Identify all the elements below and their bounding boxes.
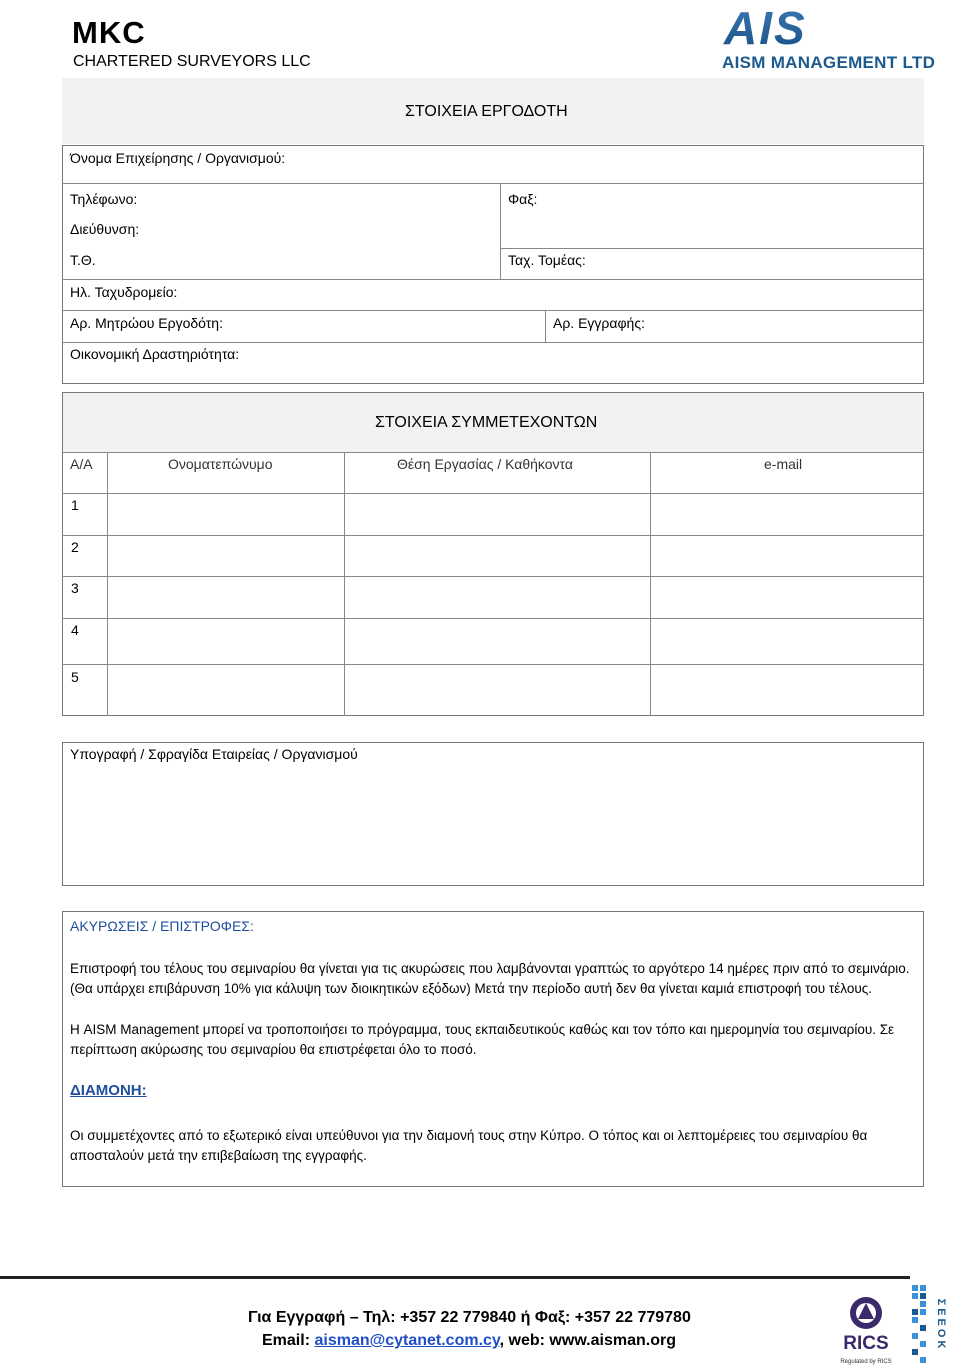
footer-divider [0, 1276, 910, 1279]
rics-regulated-text: Regulated by RICS [840, 1359, 892, 1365]
divider [62, 183, 924, 184]
teok-pixel-icon [912, 1293, 918, 1299]
fax-field[interactable]: Φαξ: [508, 191, 538, 207]
po-box-field[interactable]: Τ.Θ. [70, 252, 96, 268]
teok-pixel-icon [912, 1309, 918, 1315]
teok-pixel-icon [920, 1301, 926, 1307]
signature-label: Υπογραφή / Σφραγίδα Εταιρείας / Οργανισμού [70, 746, 358, 762]
divider [545, 310, 546, 342]
divider [107, 452, 108, 716]
divider [500, 248, 924, 249]
participants-section-title: ΣΤΟΙΧΕΙΑ ΣΥΜΜΕΤΕΧΟΝΤΩΝ [375, 414, 598, 431]
table-row-number: 4 [71, 622, 79, 638]
teok-pixel-icon [912, 1333, 918, 1339]
address-field[interactable]: Διεύθυνση: [70, 221, 140, 237]
divider [650, 452, 651, 716]
teok-pixel-icon [920, 1309, 926, 1315]
divider [62, 664, 924, 665]
divider [62, 618, 924, 619]
teok-pixel-icon [912, 1317, 918, 1323]
divider [62, 535, 924, 536]
table-row-number: 1 [71, 497, 79, 513]
divider [62, 452, 924, 453]
divider [62, 493, 924, 494]
rics-logo [836, 1293, 896, 1367]
signature-box[interactable] [62, 742, 924, 886]
postal-sector-field[interactable]: Ταχ. Τομέας: [508, 252, 586, 268]
registration-number-field[interactable]: Αρ. Εγγραφής: [553, 315, 645, 331]
teok-pixel-icon [920, 1325, 926, 1331]
ais-tagline: AISM MANAGEMENT LTD [722, 53, 936, 72]
teok-pixel-icon [920, 1293, 926, 1299]
company-subtitle: CHARTERED SURVEYORS LLC [73, 53, 311, 70]
teok-logo [910, 1283, 956, 1367]
teok-pixel-icon [920, 1285, 926, 1291]
divider [500, 183, 501, 279]
divider [62, 576, 924, 577]
divider [344, 452, 345, 716]
teok-pixel-icon [912, 1285, 918, 1291]
rics-logo-text: RICS [843, 1333, 889, 1354]
email-field[interactable]: Ηλ. Ταχυδρομείο: [70, 284, 178, 300]
divider [62, 279, 924, 280]
accommodation-text: Οι συμμετέχοντες από το εξωτερικό είναι υπεύθυνοι για την διαμονή τους στην Κύπρο. Ο τόπος και οι λεπτομέρειες του σεμιναρίου θα αποσταλούν μετά την επιβεβαίωση της εγγραφής. [70, 1128, 868, 1164]
teok-pixel-icon [912, 1349, 918, 1355]
ais-logo-text: AIS [724, 4, 807, 54]
column-header-number: Α/Α [70, 456, 93, 472]
company-name: MKC [72, 15, 146, 50]
footer-web-text: , web: www.aisman.org [499, 1332, 676, 1349]
table-row-number: 5 [71, 669, 79, 685]
phone-field[interactable]: Τηλέφωνο: [70, 191, 138, 207]
table-row-number: 3 [71, 580, 79, 596]
footer-email-link[interactable]: aisman@cytanet.com.cy [314, 1332, 500, 1349]
accommodation-title: ΔΙΑΜΟΝΗ: [70, 1082, 147, 1099]
divider [62, 342, 924, 343]
company-name-field[interactable]: Όνομα Επιχείρησης / Οργανισμού: [70, 150, 286, 166]
divider [62, 310, 924, 311]
economic-activity-field[interactable]: Οικονομική Δραστηριότητα: [70, 346, 240, 362]
footer-email-prefix: Email: [262, 1332, 315, 1349]
teok-pixel-icon [920, 1341, 926, 1347]
table-row-number: 2 [71, 539, 79, 555]
footer-email-line [262, 1332, 676, 1350]
column-header-name: Ονοματεπώνυμο [168, 456, 273, 472]
employer-registry-field[interactable]: Αρ. Μητρώου Εργοδότη: [70, 315, 223, 331]
changes-text: Η AISM Management μπορεί να τροποποιήσει το πρόγραμμα, τους εκπαιδευτικούς καθώς και τον τόπο και ημερομηνία του σεμιναρίου. Σε περίπτωση ακύρωσης του σεμιναρίου θα επιστρέφεται όλο το ποσό. [70, 1022, 895, 1058]
teok-pixel-icon [920, 1357, 926, 1363]
footer-contact-line: Για Εγγραφή – Τηλ: +357 22 779840 ή Φαξ: +357 22 779780 [248, 1309, 691, 1326]
column-header-position: Θέση Εργασίας / Καθήκοντα [397, 456, 573, 472]
column-header-email: e-mail [764, 456, 803, 472]
cancellations-text: Επιστροφή του τέλους του σεμιναρίου θα γίνεται για τις ακυρώσεις που λαμβάνονται γραπτώς το αργότερο 14 ημέρες πριν από το σεμινάριο. (Θα υπάρχει επιβάρυνση 10% για κάλυψη των διοικητικών εξόδων) Μετά την περίοδο αυτή δεν θα γίνεται καμιά επιστροφή του τέλους. [70, 961, 910, 997]
cancellations-title: ΑΚΥΡΩΣΕΙΣ / ΕΠΙΣΤΡΟΦΕΣ: [70, 918, 254, 934]
employer-section-title: ΣΤΟΙΧΕΙΑ ΕΡΓΟΔΟΤΗ [405, 103, 568, 120]
teok-logo-text: ΣΕΕΟΚ [935, 1298, 947, 1352]
